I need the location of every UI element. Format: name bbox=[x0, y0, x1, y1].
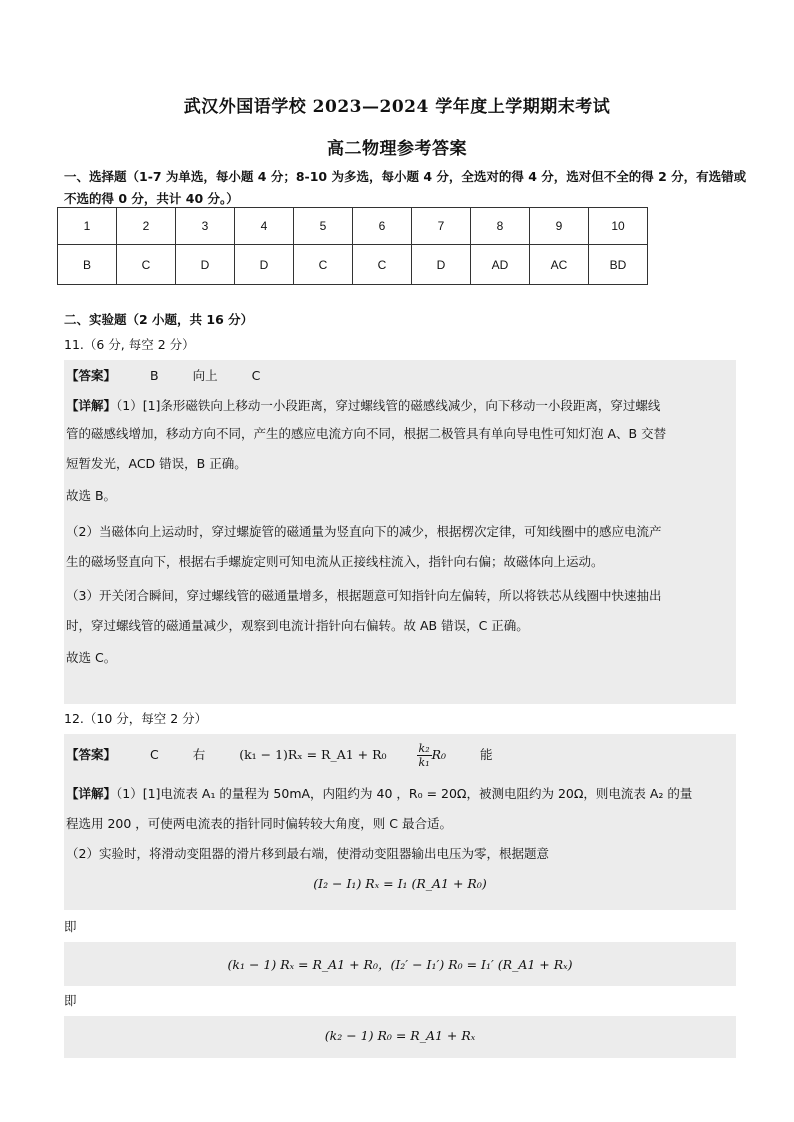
q12-formula-3-block bbox=[64, 1016, 736, 1058]
q12-answer-4-fraction bbox=[417, 740, 447, 770]
q12-detail-text: （1）[1]电流表 A₁ 的量程为 50mA，内阻约为 40 ，R₀ = 20Ω，被测电阻约为 20Ω，则电流表 A₂ 的量 bbox=[116, 786, 693, 801]
answer-cell: B bbox=[58, 245, 117, 285]
q12-answer-row bbox=[64, 740, 736, 770]
answer-cell: C bbox=[294, 245, 353, 285]
q11-detail-line: 短暂发光，ACD 错误，B 正确。 bbox=[66, 456, 247, 471]
q11-label: 11.（6 分, 每空 2 分） bbox=[64, 337, 195, 352]
q11-detail-line: 时，穿过螺线管的磁通量减少，观察到电流计指针向右偏转。故 AB 错误，C 正确。 bbox=[66, 618, 529, 633]
page-title: 武汉外国语学校 2023—2024 学年度上学期期末考试 bbox=[183, 97, 611, 117]
q12-formula-2: (k₁ − 1) Rₓ = R_A1 + R₀，(I₂′ − I₁′) R₀ = I₁′ (R_A1 + Rₓ) bbox=[227, 957, 573, 972]
q11-detail-line: 故选 B。 bbox=[66, 488, 117, 503]
answer-table-numbers-row bbox=[58, 208, 648, 245]
q12-answer-2: 右 bbox=[192, 747, 206, 762]
question-number: 4 bbox=[235, 208, 294, 245]
q12-label: 12.（10 分，每空 2 分） bbox=[64, 711, 208, 726]
q11-answer-1: B bbox=[150, 368, 159, 383]
question-number: 3 bbox=[176, 208, 235, 245]
q12-formula-2-block bbox=[64, 942, 736, 986]
question-number: 7 bbox=[412, 208, 471, 245]
q11-detail-line: 生的磁场竖直向下，根据右手螺旋定则可知电流从正接线柱流入，指针向右偏；故磁体向上运动。 bbox=[66, 554, 604, 569]
fraction-denominator: k₁ bbox=[418, 756, 430, 769]
answer-cell: C bbox=[353, 245, 412, 285]
q11-answer-2: 向上 bbox=[192, 368, 218, 383]
ji-label: 即 bbox=[64, 993, 77, 1008]
question-number: 8 bbox=[471, 208, 530, 245]
fraction-numerator: k₂ bbox=[418, 742, 430, 755]
answer-tag: 【答案】 bbox=[66, 747, 117, 762]
q11-answer-row bbox=[64, 364, 736, 388]
answer-table-answers-row bbox=[58, 245, 648, 285]
q12-formula-3: (k₂ − 1) R₀ = R_A1 + Rₓ bbox=[324, 1028, 476, 1043]
answer-cell: D bbox=[412, 245, 471, 285]
answer-table bbox=[57, 207, 648, 285]
answer-cell: AC bbox=[530, 245, 589, 285]
q12-detail-line bbox=[64, 782, 736, 806]
page-subtitle: 高二物理参考答案 bbox=[327, 139, 467, 159]
section1-heading: 一、选择题（1-7 为单选，每小题 4 分；8-10 为多选，每小题 4 分，全选对的得 4 分，选对但不全的得 2 分，有选错或不选的得 0 分，共计 40 分。） bbox=[64, 169, 747, 206]
answer-tag: 【答案】 bbox=[66, 368, 117, 383]
question-number: 1 bbox=[58, 208, 117, 245]
q12-detail-line: （2）实验时，将滑动变阻器的滑片移到最右端，使滑动变阻器输出电压为零，根据题意 bbox=[66, 846, 549, 861]
ji-label: 即 bbox=[64, 919, 77, 934]
q12-formula-1: (I₂ − I₁) Rₓ = I₁ (R_A1 + R₀) bbox=[313, 876, 487, 891]
q12-detail-line: 程选用 200 ，可使两电流表的指针同时偏转较大角度，则 C 最合适。 bbox=[66, 816, 452, 831]
detail-tag: 【详解】 bbox=[66, 398, 117, 413]
question-number: 2 bbox=[117, 208, 176, 245]
answer-cell: D bbox=[235, 245, 294, 285]
q11-solution-block bbox=[64, 360, 736, 704]
section2-heading: 二、实验题（2 小题，共 16 分） bbox=[64, 312, 254, 327]
q11-detail-line bbox=[64, 394, 736, 418]
q12-solution-block bbox=[64, 734, 736, 910]
question-number: 9 bbox=[530, 208, 589, 245]
answer-cell: C bbox=[117, 245, 176, 285]
question-number: 10 bbox=[589, 208, 648, 245]
q11-answer-3: C bbox=[251, 368, 261, 383]
answer-cell: D bbox=[176, 245, 235, 285]
q12-answer-1: C bbox=[150, 747, 159, 762]
answer-cell: BD bbox=[589, 245, 648, 285]
q11-detail-line: 故选 C。 bbox=[66, 650, 117, 665]
q12-answer-5: 能 bbox=[480, 747, 493, 762]
q11-detail-line: （3）开关闭合瞬间，穿过螺线管的磁通量增多，根据题意可知指针向左偏转，所以将铁芯从线圈中快速抽出 bbox=[66, 588, 662, 603]
answer-cell: AD bbox=[471, 245, 530, 285]
q11-detail-line: 管的磁感线增加，移动方向不同，产生的感应电流方向不同，根据二极管具有单向导电性可知灯泡 A、B 交替 bbox=[66, 426, 667, 441]
q12-answer-3: (k₁ − 1)Rₓ = R_A1 + R₀ bbox=[239, 747, 387, 762]
q11-detail-line: （2）当磁体向上运动时，穿过螺旋管的磁通量为竖直向下的减少，根据楞次定律，可知线圈中的感应电流产 bbox=[66, 524, 662, 539]
question-number: 5 bbox=[294, 208, 353, 245]
fraction-suffix: R₀ bbox=[431, 747, 447, 762]
q11-detail-text: （1）[1]条形磁铁向上移动一小段距离，穿过螺线管的磁感线减少，向下移动一小段距离，穿过螺线 bbox=[116, 398, 661, 413]
detail-tag: 【详解】 bbox=[66, 786, 117, 801]
fraction bbox=[417, 742, 432, 769]
question-number: 6 bbox=[353, 208, 412, 245]
